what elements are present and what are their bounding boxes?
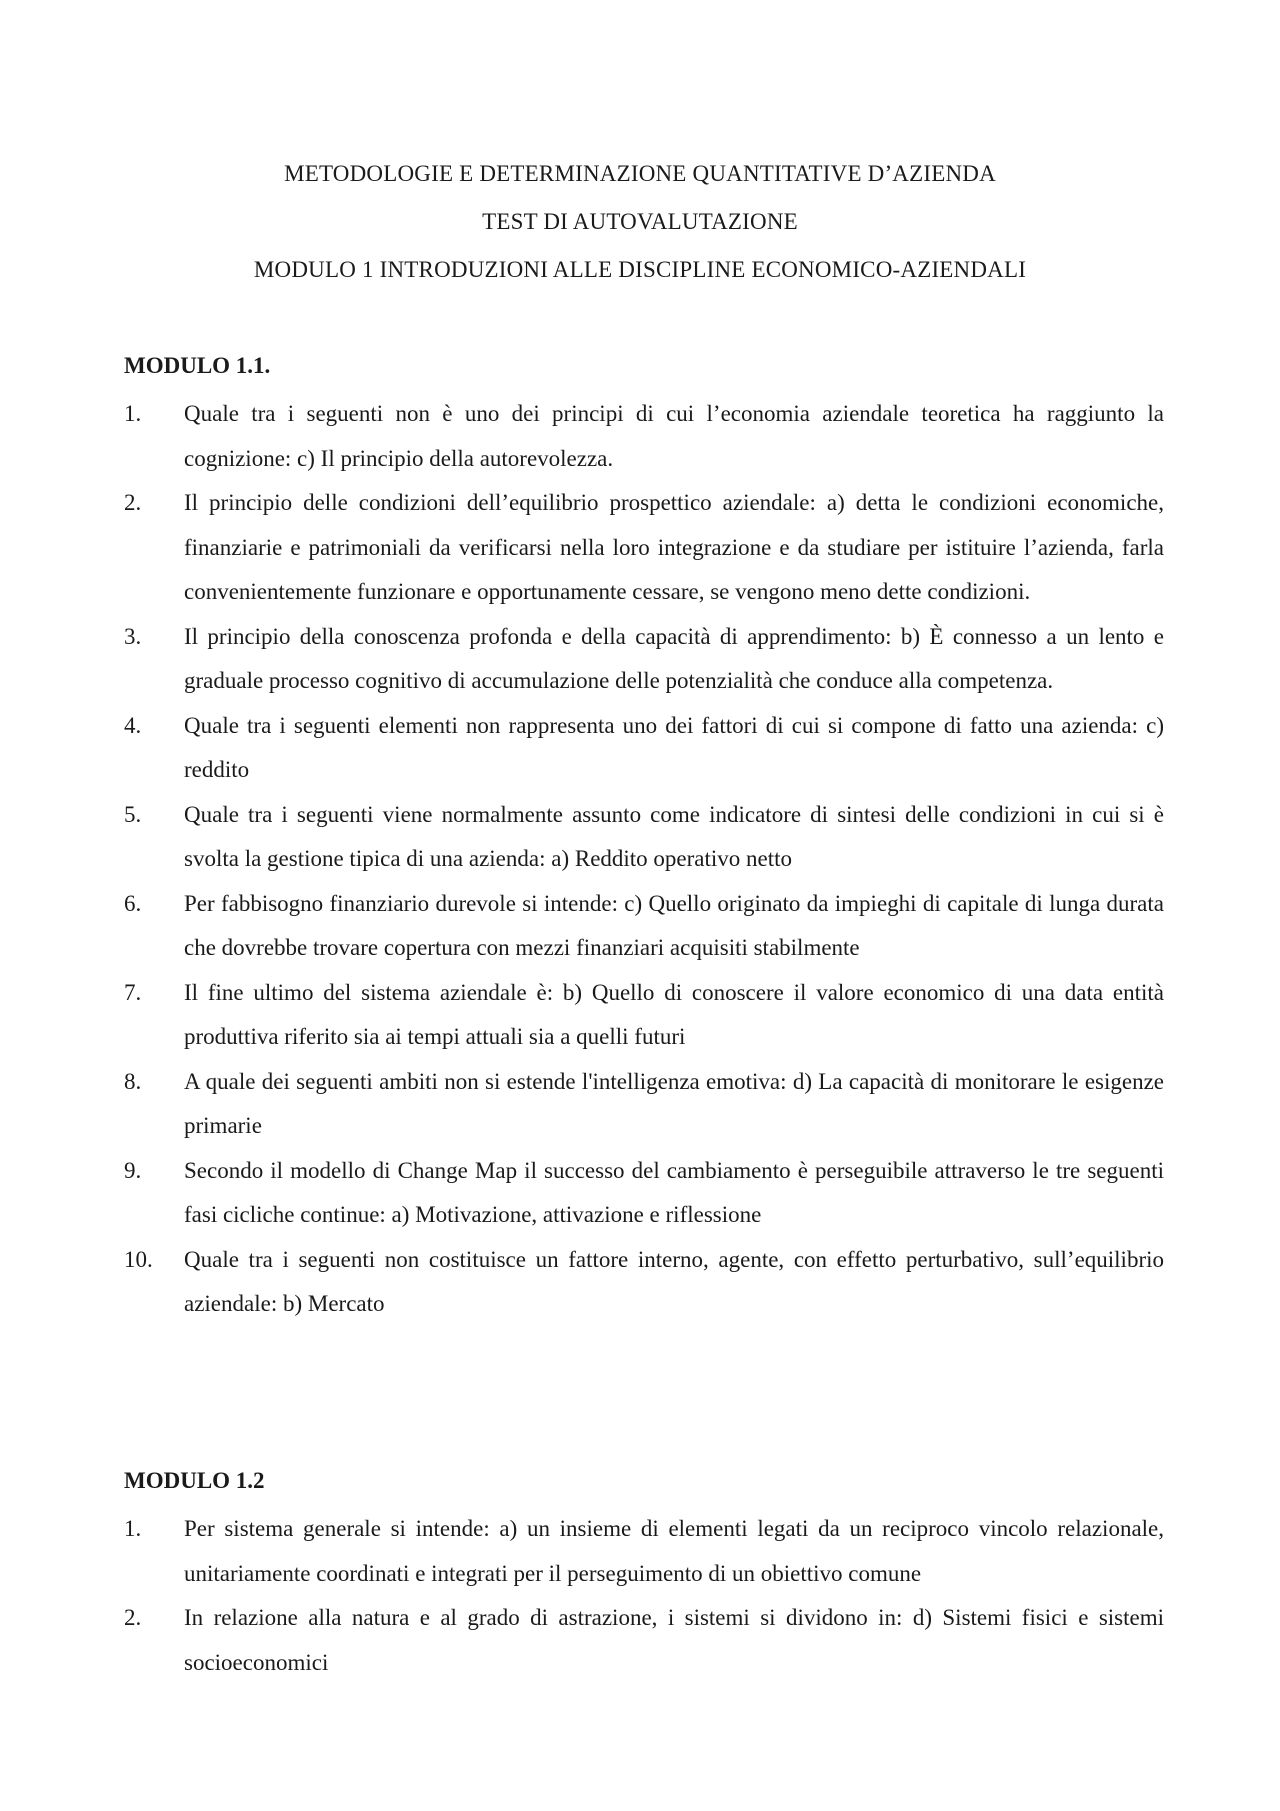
- question-text: Quale tra i seguenti non è uno dei principi di cui l’economia aziendale teoretica ha raggiunto la cognizione: c) Il principio della autorevolezza.: [184, 401, 1164, 471]
- question-item: [124, 1596, 1164, 1685]
- section-modulo-1-2: [124, 1465, 1164, 1685]
- question-item: [124, 1238, 1164, 1327]
- question-number: 1.: [124, 1516, 142, 1541]
- question-list: [124, 1507, 1164, 1685]
- question-item: [124, 1060, 1164, 1149]
- question-item: [124, 392, 1164, 481]
- question-text: Quale tra i seguenti elementi non rappresenta uno dei fattori di cui si compone di fatto una azienda: c) reddito: [184, 712, 1164, 782]
- question-text: In relazione alla natura e al grado di astrazione, i sistemi si dividono in: d) Sistemi fisici e sistemi socioeconomici: [184, 1605, 1164, 1675]
- question-text: Secondo il modello di Change Map il successo del cambiamento è perseguibile attraverso le tre seguenti fasi cicliche continue: a) Motivazione, attivazione e riflessione: [184, 1157, 1164, 1227]
- course-title: METODOLOGIE E DETERMINAZIONE QUANTITATIVE D’AZIENDA: [284, 161, 996, 186]
- question-item: [124, 1507, 1164, 1596]
- question-item: [124, 481, 1164, 615]
- question-item: [124, 1149, 1164, 1238]
- question-text: Quale tra i seguenti viene normalmente assunto come indicatore di sintesi delle condizioni in cui si è svolta la gestione tipica di una azienda: a) Reddito operativo netto: [184, 801, 1164, 871]
- question-number: 6.: [124, 890, 142, 916]
- question-list: [124, 392, 1164, 1327]
- question-item: [124, 882, 1164, 971]
- section-modulo-1-1: [124, 350, 1164, 1327]
- question-number: 4.: [124, 712, 142, 738]
- section-heading: MODULO 1.1.: [124, 353, 271, 378]
- question-number: 9.: [124, 1157, 142, 1183]
- question-text: Il principio della conoscenza profonda e della capacità di apprendimento: b) È connesso a un lento e graduale processo cognitivo di accumulazione delle potenzialità che conduce alla competenza.: [184, 623, 1164, 693]
- question-number: 1.: [124, 401, 142, 426]
- question-number: 8.: [124, 1068, 142, 1094]
- test-title: TEST DI AUTOVALUTAZIONE: [482, 209, 798, 234]
- question-number: 2.: [124, 1605, 142, 1630]
- module-title: MODULO 1 INTRODUZIONI ALLE DISCIPLINE ECONOMICO-AZIENDALI: [253, 257, 1027, 282]
- question-item: [124, 615, 1164, 704]
- question-number: 5.: [124, 801, 142, 827]
- question-text: A quale dei seguenti ambiti non si estende l'intelligenza emotiva: d) La capacità di monitorare le esigenze primarie: [184, 1068, 1164, 1138]
- question-item: [124, 793, 1164, 882]
- question-number: 2.: [124, 490, 142, 515]
- section-heading: MODULO 1.2: [124, 1468, 265, 1493]
- question-number: 3.: [124, 623, 142, 649]
- document-header: [0, 150, 1280, 294]
- question-item: [124, 971, 1164, 1060]
- question-text: Quale tra i seguenti non costituisce un fattore interno, agente, con effetto perturbativo, sull’equilibrio aziendale: b) Mercato: [184, 1246, 1164, 1316]
- question-item: [124, 704, 1164, 793]
- question-text: Il principio delle condizioni dell’equilibrio prospettico aziendale: a) detta le condizioni economiche, finanziarie e patrimoniali da verificarsi nella loro integrazione e da studiare per istituire l’azienda, farla convenientemente funzionare e opportunamente cessare, se vengono meno dette condizioni.: [184, 490, 1164, 604]
- question-number: 10.: [124, 1246, 153, 1272]
- question-text: Per fabbisogno finanziario durevole si intende: c) Quello originato da impieghi di capitale di lunga durata che dovrebbe trovare copertura con mezzi finanziari acquisiti stabilmente: [184, 890, 1164, 960]
- question-number: 7.: [124, 979, 142, 1005]
- question-text: Per sistema generale si intende: a) un insieme di elementi legati da un reciproco vincolo relazionale, unitariamente coordinati e integrati per il perseguimento di un obiettivo comune: [184, 1516, 1164, 1586]
- question-text: Il fine ultimo del sistema aziendale è: b) Quello di conoscere il valore economico di una data entità produttiva riferito sia ai tempi attuali sia a quelli futuri: [184, 979, 1164, 1049]
